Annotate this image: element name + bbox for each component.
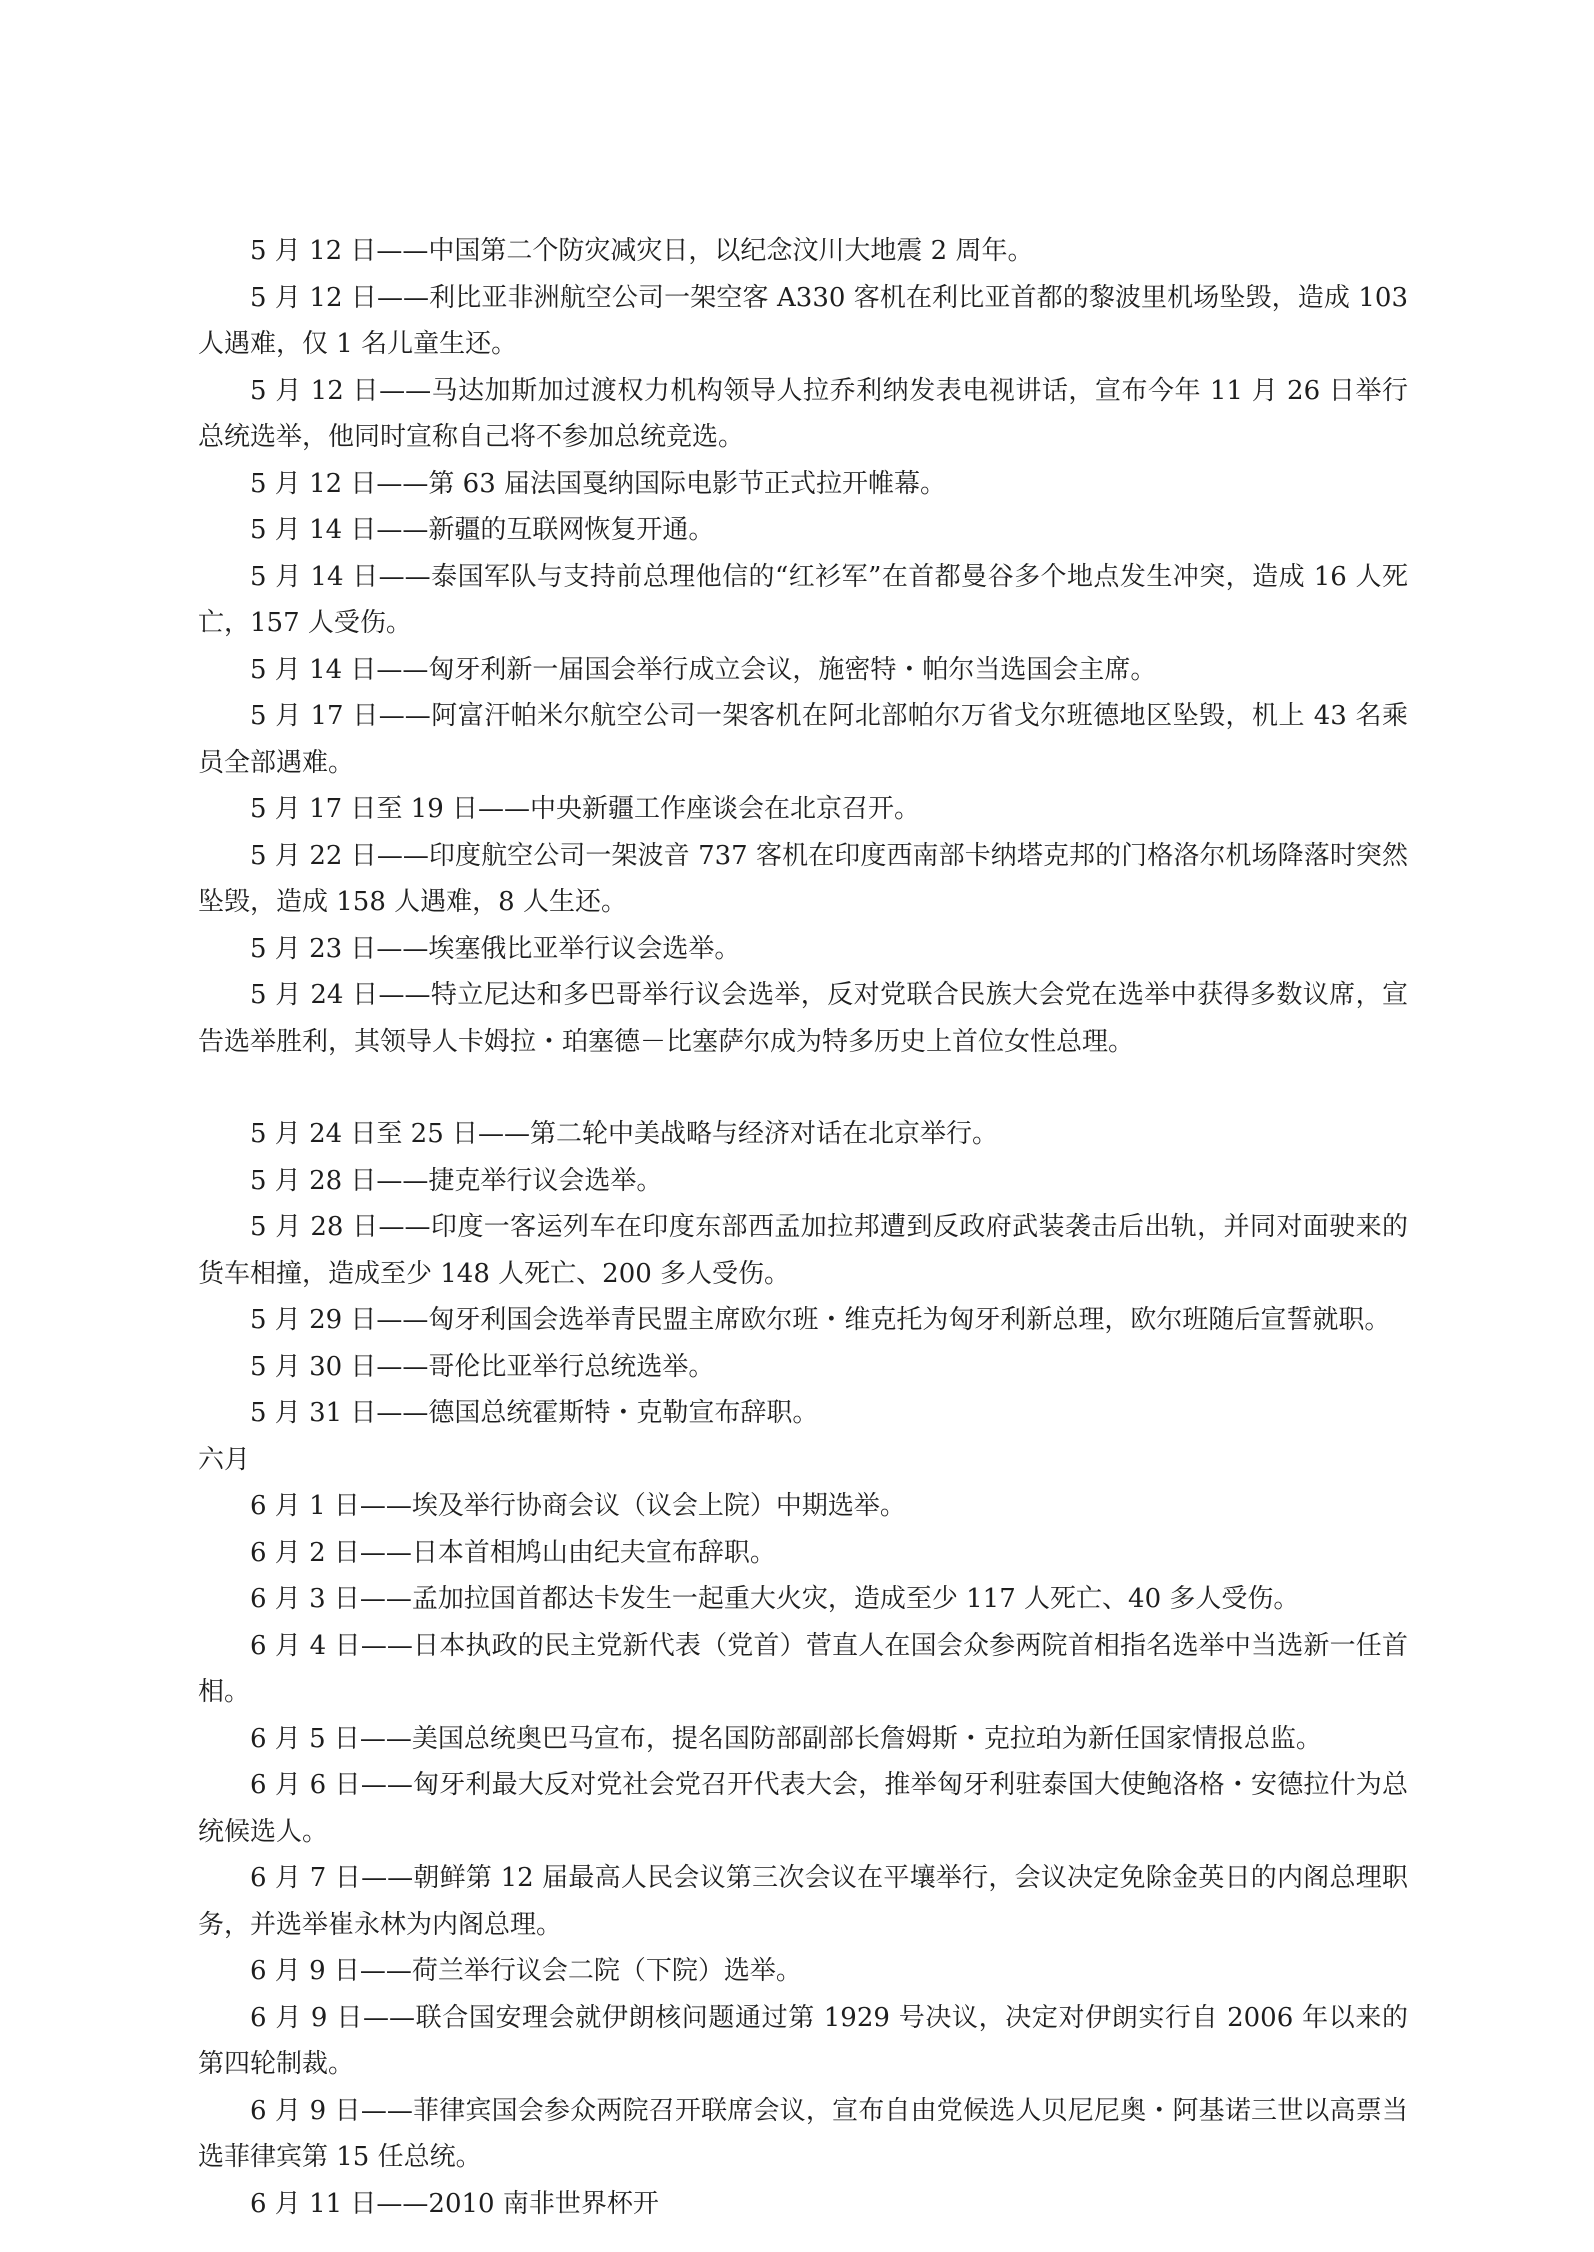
entry-paragraph: 6 月 9 日——联合国安理会就伊朗核问题通过第 1929 号决议，决定对伊朗实行自 2006 年以来的第四轮制裁。 [198,2002,1408,2079]
entry-paragraph: 5 月 28 日——印度一客运列车在印度东部西孟加拉邦遭到反政府武装袭击后出轨，并同对面驶来的货车相撞，造成至少 148 人死亡、200 多人受伤。 [198,1212,1408,1289]
entry-paragraph: 6 月 9 日——菲律宾国会参众两院召开联席会议，宣布自由党候选人贝尼尼奥・阿基诺三世以高票当选菲律宾第 15 任总统。 [198,2095,1408,2172]
entry-paragraph: 5 月 14 日——匈牙利新一届国会举行成立会议，施密特・帕尔当选国会主席。 [250,654,1157,685]
entry-paragraph: 5 月 28 日——捷克举行议会选举。 [250,1165,663,1196]
entry-paragraph: 5 月 17 日——阿富汗帕米尔航空公司一架客机在阿北部帕尔万省戈尔班德地区坠毁，机上 43 名乘员全部遇难。 [198,701,1408,778]
entry-paragraph: 6 月 3 日——孟加拉国首都达卡发生一起重大火灾，造成至少 117 人死亡、40 多人受伤。 [250,1584,1300,1614]
entry-paragraph: 6 月 2 日——日本首相鸠山由纪夫宣布辞职。 [250,1537,776,1568]
document-body [198,228,1408,2227]
entry-paragraph: 5 月 22 日——印度航空公司一架波音 737 客机在印度西南部卡纳塔克邦的门格洛尔机场降落时突然坠毁，造成 158 人遇难，8 人生还。 [198,840,1408,917]
entry-paragraph: 6 月 5 日——美国总统奥巴马宣布，提名国防部副部长詹姆斯・克拉珀为新任国家情报总监。 [250,1723,1322,1754]
entry-paragraph: 6 月 4 日——日本执政的民主党新代表（党首）菅直人在国会众参两院首相指名选举中当选新一任首相。 [198,1630,1408,1707]
entry-paragraph: 5 月 29 日——匈牙利国会选举青民盟主席欧尔班・维克托为匈牙利新总理，欧尔班随后宣誓就职。 [250,1305,1391,1335]
entry-paragraph: 6 月 7 日——朝鲜第 12 届最高人民会议第三次会议在平壤举行，会议决定免除金英日的内阁总理职务，并选举崔永林为内阁总理。 [198,1863,1408,1940]
entry-paragraph: 5 月 12 日——马达加斯加过渡权力机构领导人拉乔利纳发表电视讲话，宣布今年 11 月 26 日举行总统选举，他同时宣称自己将不参加总统竞选。 [198,375,1408,452]
entry-paragraph: 5 月 17 日至 19 日——中央新疆工作座谈会在北京召开。 [250,794,921,824]
entry-paragraph: 5 月 12 日——第 63 届法国戛纳国际电影节正式拉开帷幕。 [250,468,947,499]
entry-paragraph: 5 月 24 日——特立尼达和多巴哥举行议会选举，反对党联合民族大会党在选举中获得多数议席，宣告选举胜利，其领导人卡姆拉・珀塞德－比塞萨尔成为特多历史上首位女性总理。 [198,980,1408,1057]
blank-line [198,1065,1408,1111]
entry-paragraph: 6 月 9 日——荷兰举行议会二院（下院）选举。 [250,1956,802,1986]
entry-paragraph: 6 月 1 日——埃及举行协商会议（议会上院）中期选举。 [250,1491,906,1521]
entry-paragraph: 5 月 12 日——利比亚非洲航空公司一架空客 A330 客机在利比亚首都的黎波里机场坠毁，造成 103 人遇难，仅 1 名儿童生还。 [198,282,1408,359]
entry-paragraph: 5 月 24 日至 25 日——第二轮中美战略与经济对话在北京举行。 [250,1119,999,1149]
entry-paragraph: 5 月 31 日——德国总统霍斯特・克勒宣布辞职。 [250,1398,819,1428]
entry-paragraph: 5 月 14 日——新疆的互联网恢复开通。 [250,515,715,545]
entry-paragraph: 5 月 30 日——哥伦比亚举行总统选举。 [250,1351,715,1382]
entry-paragraph: 5 月 14 日——泰国军队与支持前总理他信的“红衫军”在首都曼谷多个地点发生冲突，造成 16 人死亡，157 人受伤。 [198,561,1408,638]
entry-paragraph: 5 月 12 日——中国第二个防灾减灾日，以纪念汶川大地震 2 周年。 [250,236,1034,266]
month-heading: 六月 [198,1444,251,1475]
entry-paragraph: 5 月 23 日——埃塞俄比亚举行议会选举。 [250,933,741,964]
entry-paragraph: 6 月 11 日——2010 南非世界杯开 [250,2188,659,2219]
entry-paragraph: 6 月 6 日——匈牙利最大反对党社会党召开代表大会，推举匈牙利驻泰国大使鲍洛格・安德拉什为总统候选人。 [198,1770,1408,1847]
